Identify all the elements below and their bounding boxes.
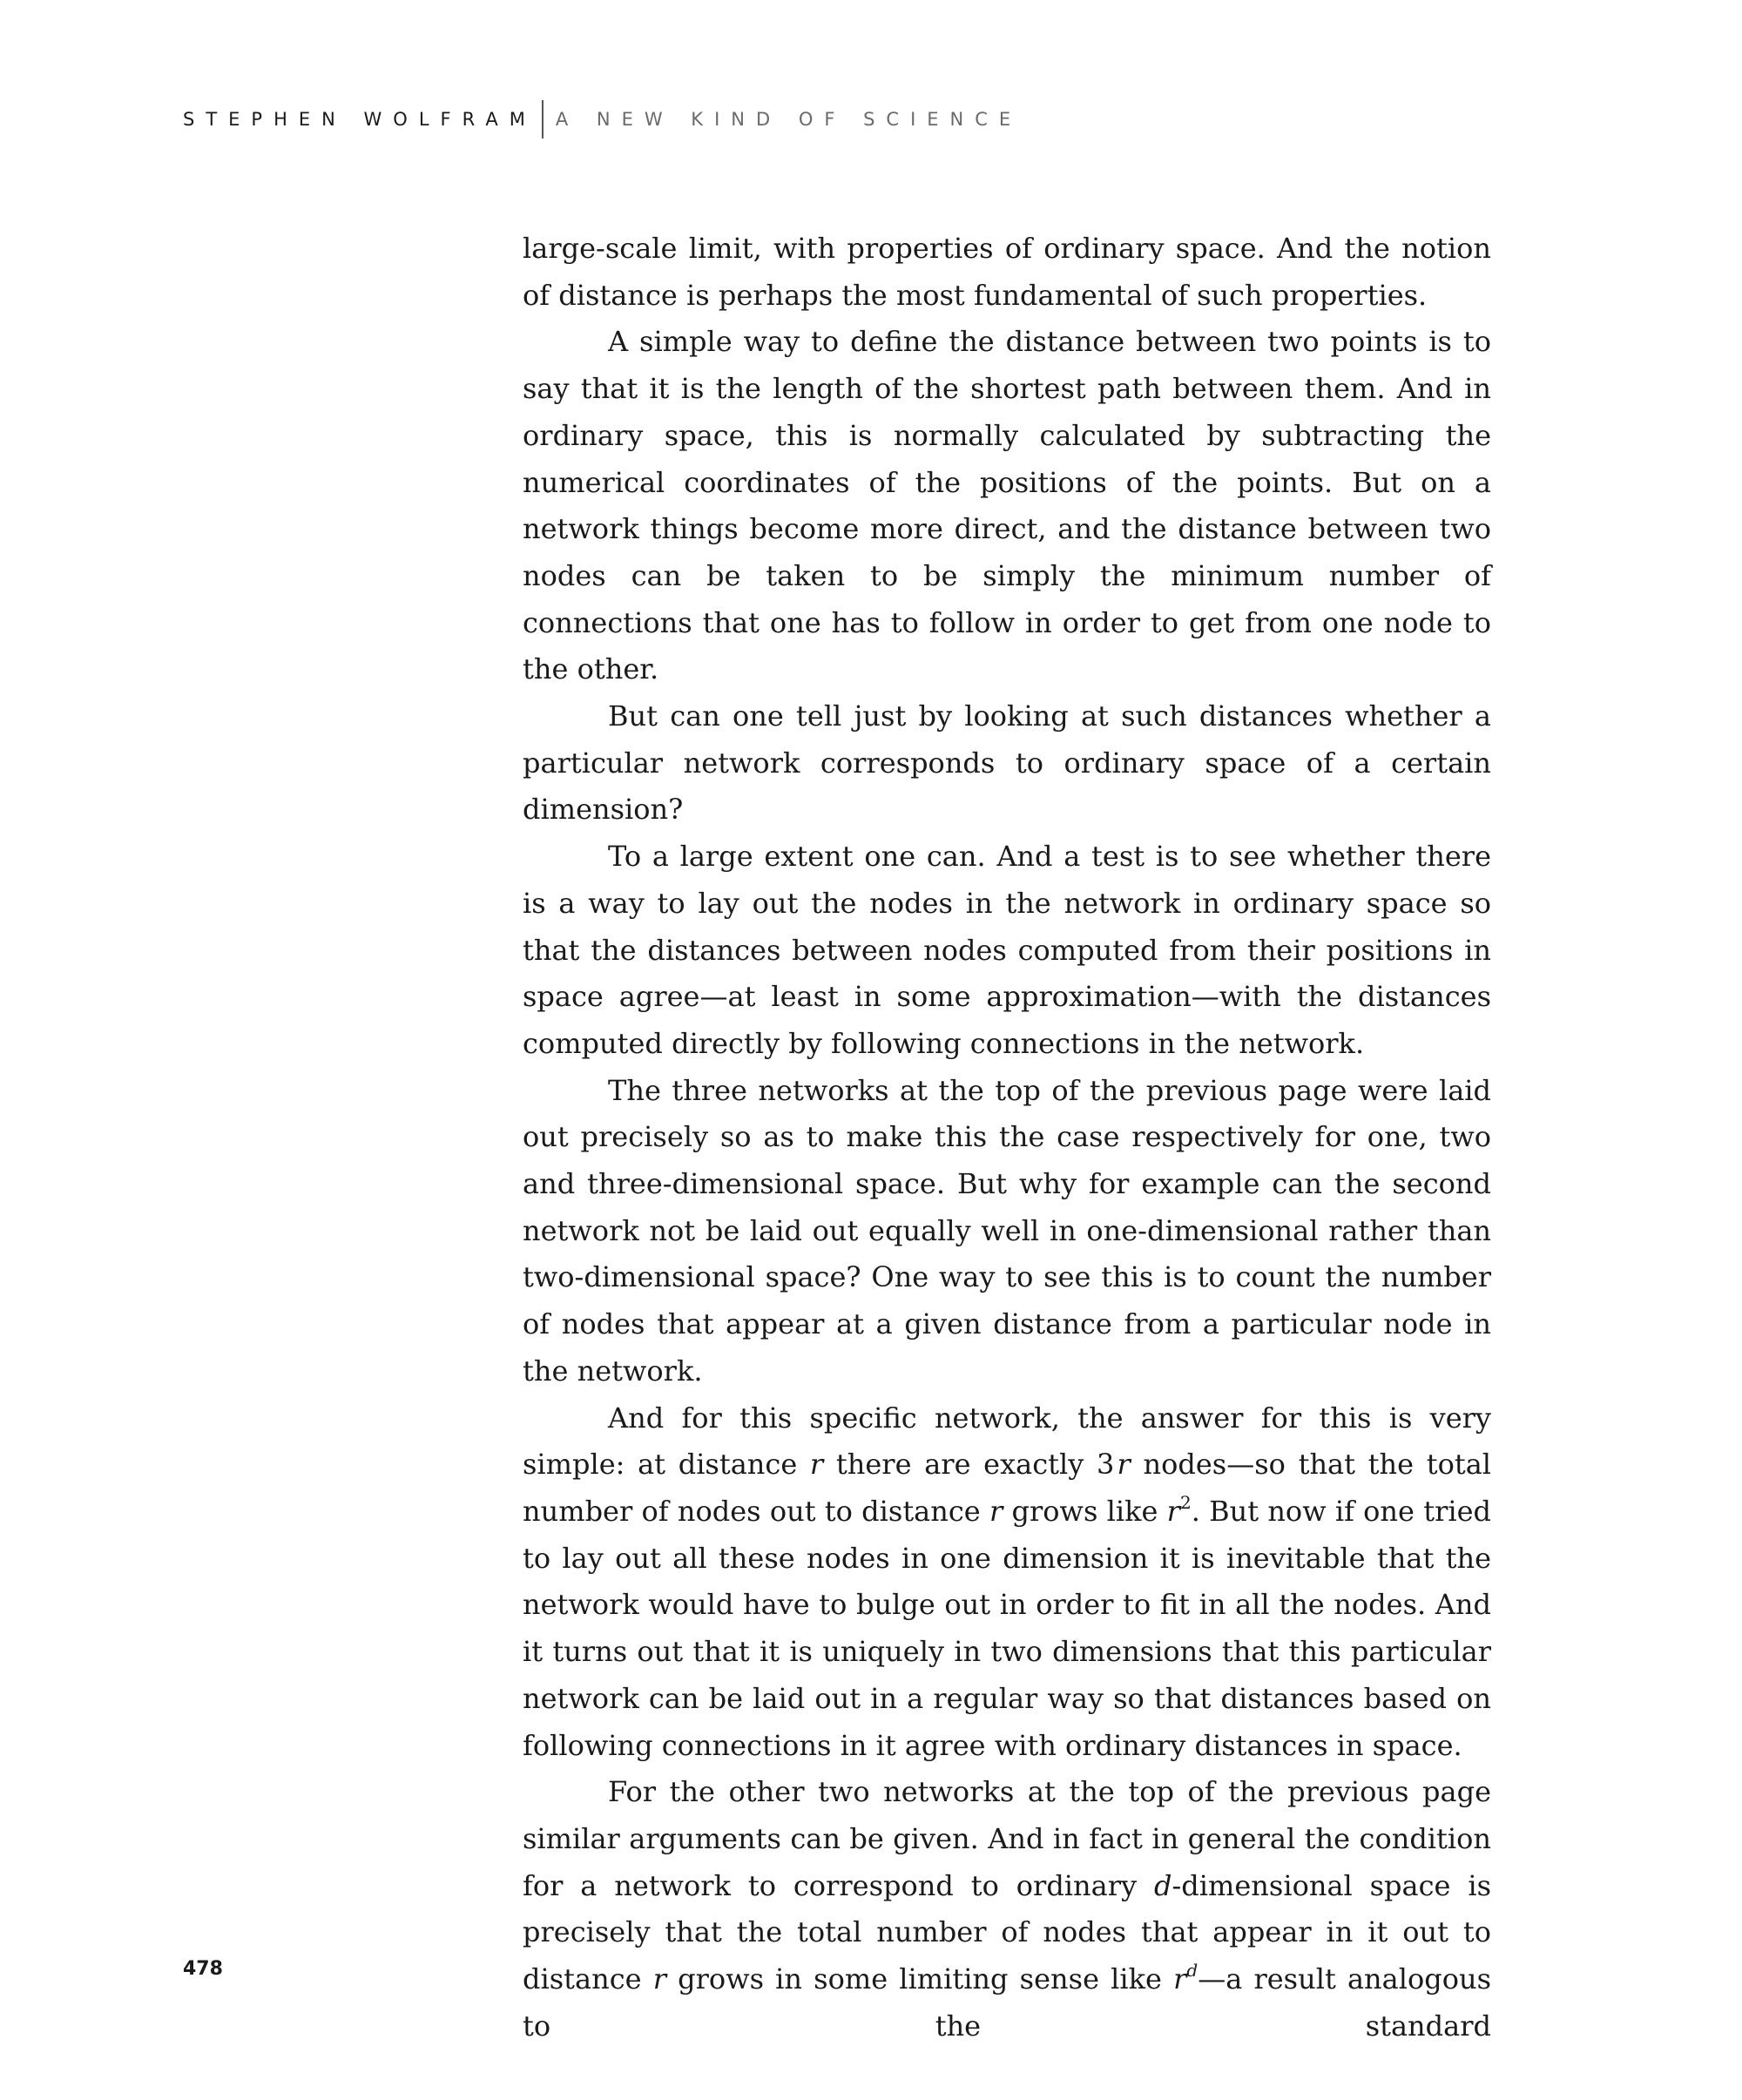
- text-run: there are exactly: [823, 1448, 1097, 1482]
- text-run: grows in some limiting sense like: [666, 1962, 1174, 1996]
- page-number: 478: [183, 1958, 223, 1980]
- running-head-author: STEPHEN WOLFRAM: [183, 109, 537, 130]
- math-variable: r: [652, 1962, 666, 1996]
- math-number: 3: [1097, 1448, 1115, 1482]
- math-exponent: 2: [1179, 1491, 1192, 1513]
- paragraph-4: To a large extent one can. And a test is to see whether there is a way to lay out the nodes in the network in ordinary space so that the distances between nodes computed from their positions in space agree—at least in some approximation—with the distances computed directly by following connections in the network.: [523, 840, 1491, 1060]
- text-run: nodes—so that the total number of nodes out to distance: [523, 1448, 1492, 1528]
- text-run: For the other two networks at the top of the previous page similar arguments can be given. And in fact in general the condition for a network to correspond to ordinary: [523, 1775, 1491, 1902]
- paragraph-5: The three networks at the top of the previous page were laid out precisely so as to make this the case respectively for one, two and three-dimensional space. But why for example can the second network not be laid out equally well in one-dimensional rather than two-dimensional space? One way to see this is to count the number of nodes that appear at a given distance from a particular node in the network.: [523, 1073, 1491, 1388]
- running-head-divider: [542, 100, 544, 138]
- paragraph-7: [523, 1769, 1491, 2049]
- math-variable: r: [989, 1494, 1003, 1528]
- text-run: grows like: [1003, 1494, 1167, 1528]
- text-run: And for this specific network, the answer for this is very simple: at distance: [523, 1401, 1491, 1482]
- math-exponent: d: [1186, 1960, 1198, 1982]
- running-head-book-title: A NEW KIND OF SCIENCE: [555, 109, 1023, 130]
- paragraph-6: [523, 1395, 1491, 1770]
- math-base: r: [1173, 1962, 1187, 1996]
- math-variable: r: [1117, 1448, 1131, 1482]
- text-run: -dimensional space is precisely that the total number of nodes that appear in it out to distance: [523, 1868, 1492, 1996]
- math-base: r: [1166, 1494, 1180, 1528]
- paragraph-3: But can one tell just by looking at such distances whether a particular network corresponds to ordinary space of a certain dimension?: [523, 699, 1491, 827]
- paragraph-2: A simple way to define the distance between two points is to say that it is the length of the shortest path between them. And in ordinary space, this is normally calculated by subtracting the numerical coordinates of the positions of the points. But on a network things become more direct, and the distance between two nodes can be taken to be simply the minimum number of connections that one has to follow in order to get from one node to the other.: [523, 325, 1491, 686]
- text-run: . But now if one tried to lay out all these nodes in one dimension it is inevitable that the network would have to bulge out in order to fit in all the nodes. And it turns out that it is uniquely in two dimensions that this particular network can be laid out in a regular way so that distances based on following connections in it agree with ordinary distances in space.: [523, 1494, 1492, 1762]
- body-text: [523, 226, 1491, 2049]
- math-variable: r: [809, 1448, 824, 1482]
- math-variable: d: [1154, 1868, 1172, 1902]
- text-run: —a result analogous to the standard: [523, 1962, 1492, 2043]
- paragraph-1: large-scale limit, with properties of ordinary space. And the notion of distance is perhaps the most fundamental of such properties.: [523, 232, 1491, 312]
- running-head: [183, 98, 1022, 141]
